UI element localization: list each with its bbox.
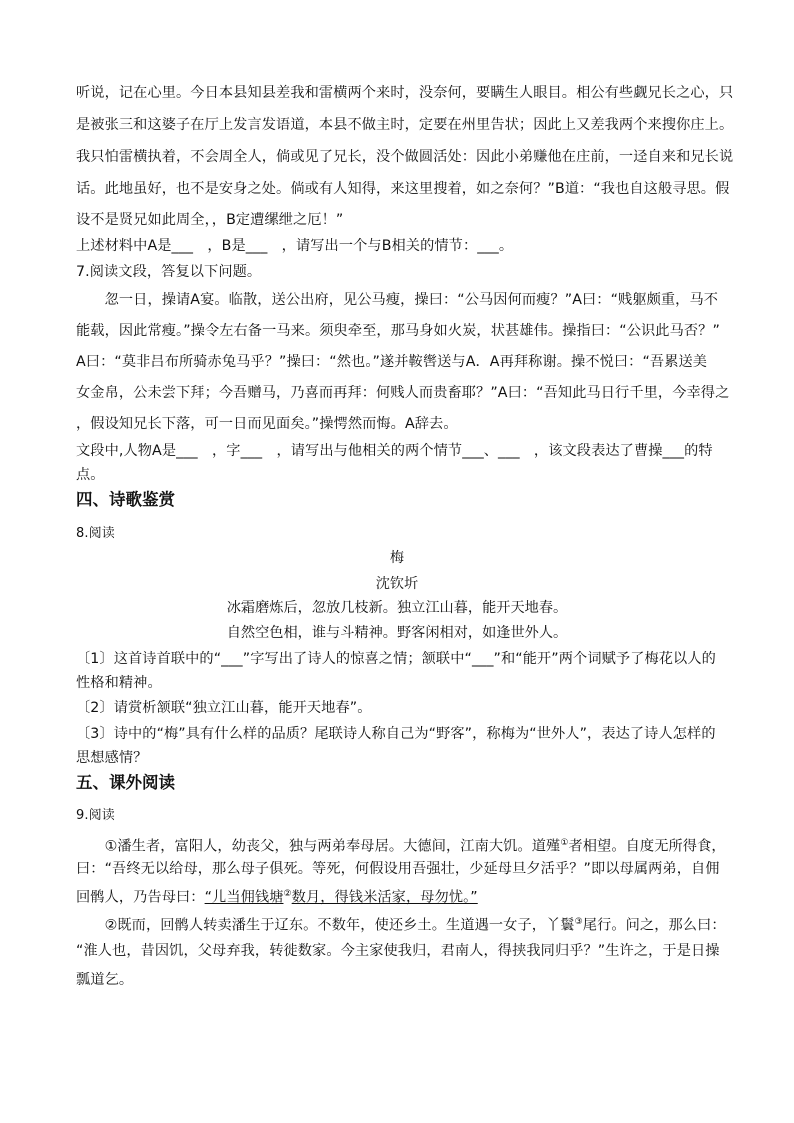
line: 设不是贤兄如此周全，，B定遭缧绁之厄！” [76,212,344,228]
question: 文段中,人物A是___ ，字___ ，请写出与他相关的两个情节___、___ ，该文段表达了曹操___的特 [76,443,713,459]
passage-line: “淮人也，昔因饥，父母弃我，转徙数家。今主家使我归，君南人，得挟我同归乎？”生许之，于是日操 [76,943,720,959]
passage-line [76,833,726,857]
text: ②既而，回鹘人转卖潘生于辽东。不数年，使还乡土。生道遇一女子，丫鬟 [76,917,575,934]
line: 话。此地虽好，也不是安身之处。倘或有人知得，来这里搜着，如之奈何？”B道：“我也自这般寻思。假 [76,181,730,197]
line: 听说，记在心里。今日本县知县差我和雷横两个来时，没奈何，要瞒生人眼目。相公有些觑兄长之心，只 [76,85,734,101]
passage-line: 忽一日，操请A宴。临散，送公出府，见公马瘦，操曰：“公马因何而瘦？”A曰：“贱躯颇重，马不 [76,292,719,308]
passage-line [76,884,478,908]
question-title: 7.阅读文段，答复以下问题。 [76,264,262,280]
footnote-marker: ③ [574,917,583,927]
passage-line: ，假设知兄长下落，可一日而见面矣。”操愕然而悔。A辞去。 [76,416,458,432]
sub-question: 性格和精神。 [76,675,162,691]
passage-line: A曰：“莫非吕布所骑赤兔马乎？”操曰：“然也。”遂并鞍辔送与A．A再拜称谢。操不悦曰：“吾累送美 [76,354,708,370]
section-heading: 五、课外阅读 [76,773,175,792]
question-title: 9.阅读 [76,808,115,823]
text: ①潘生者，富阳人，幼丧父，独与两弟奉母居。大德间，江南大饥。道殣 [76,838,561,855]
passage-line: 瓢道乞。 [76,972,134,988]
underlined-text: “儿当佣钱塘 [204,889,284,906]
section-heading: 四、诗歌鉴赏 [76,490,175,509]
sub-question: 〔3〕诗中的“梅”具有什么样的品质？尾联诗人称自己为“野客”，称梅为“世外人”，表达了诗人怎样的 [76,726,716,742]
poem-line: 自然空色相，谁与斗精神。野客闲相对，如逢世外人。 [226,625,568,641]
passage-line: 女金帛，公未尝下拜；今吾赠马，乃喜而再拜：何贱人而贵畜耶？”A曰：“吾知此马日行千里，今幸得之 [76,385,730,401]
underlined-text: 数月，得钱米活家，母勿忧。” [291,889,478,906]
footnote-marker: ② [283,889,292,899]
text: 尾行。问之，那么曰： [582,917,726,934]
sub-question: 思想感情？ [76,750,148,766]
poem-line: 冰霜磨炼后，忽放几枝新。独立江山暮，能开天地春。 [226,600,568,616]
question-title: 8.阅读 [76,526,115,541]
poem-title: 梅 [389,550,405,566]
question: 上述材料中A是___ ，B是___ ，请写出一个与B相关的情节：___。 [76,238,514,254]
sub-question: 〔1〕这首诗首联中的“___”字写出了诗人的惊喜之情；颔联中“___”和“能开”两个词赋予了梅花以人的 [76,651,716,667]
text: 回鹘人，乃告母曰： [76,889,205,906]
passage-line: 曰：“吾终无以给母，那么母子俱死。等死，何假设用吾强壮，少延母旦夕活乎？”即以母属两弟，自佣 [76,861,720,877]
text: 者相望。自度无所得食， [568,838,726,855]
footnote-marker: ① [560,838,569,848]
line: 是被张三和这婆子在厅上发言发语道，本县不做主时，定要在州里告状；因此上又差我两个来搜你庄上。 [76,117,734,133]
line: 我只怕雷横执着，不会周全人，倘或见了兄长，没个做圆活处：因此小弟赚他在庄前，一迳自来和兄长说 [76,149,734,165]
question: 点。 [76,467,105,483]
poem-author: 沈钦圻 [375,576,419,592]
sub-question: 〔2〕请赏析颔联“独立江山暮，能开天地春”。 [76,700,372,716]
passage-line: 能载，因此常瘦。”操令左右备一马来。须臾牵至，那马身如火炭，状甚雄伟。操指曰：“公识此马否？” [76,323,720,339]
passage-line [76,912,726,936]
